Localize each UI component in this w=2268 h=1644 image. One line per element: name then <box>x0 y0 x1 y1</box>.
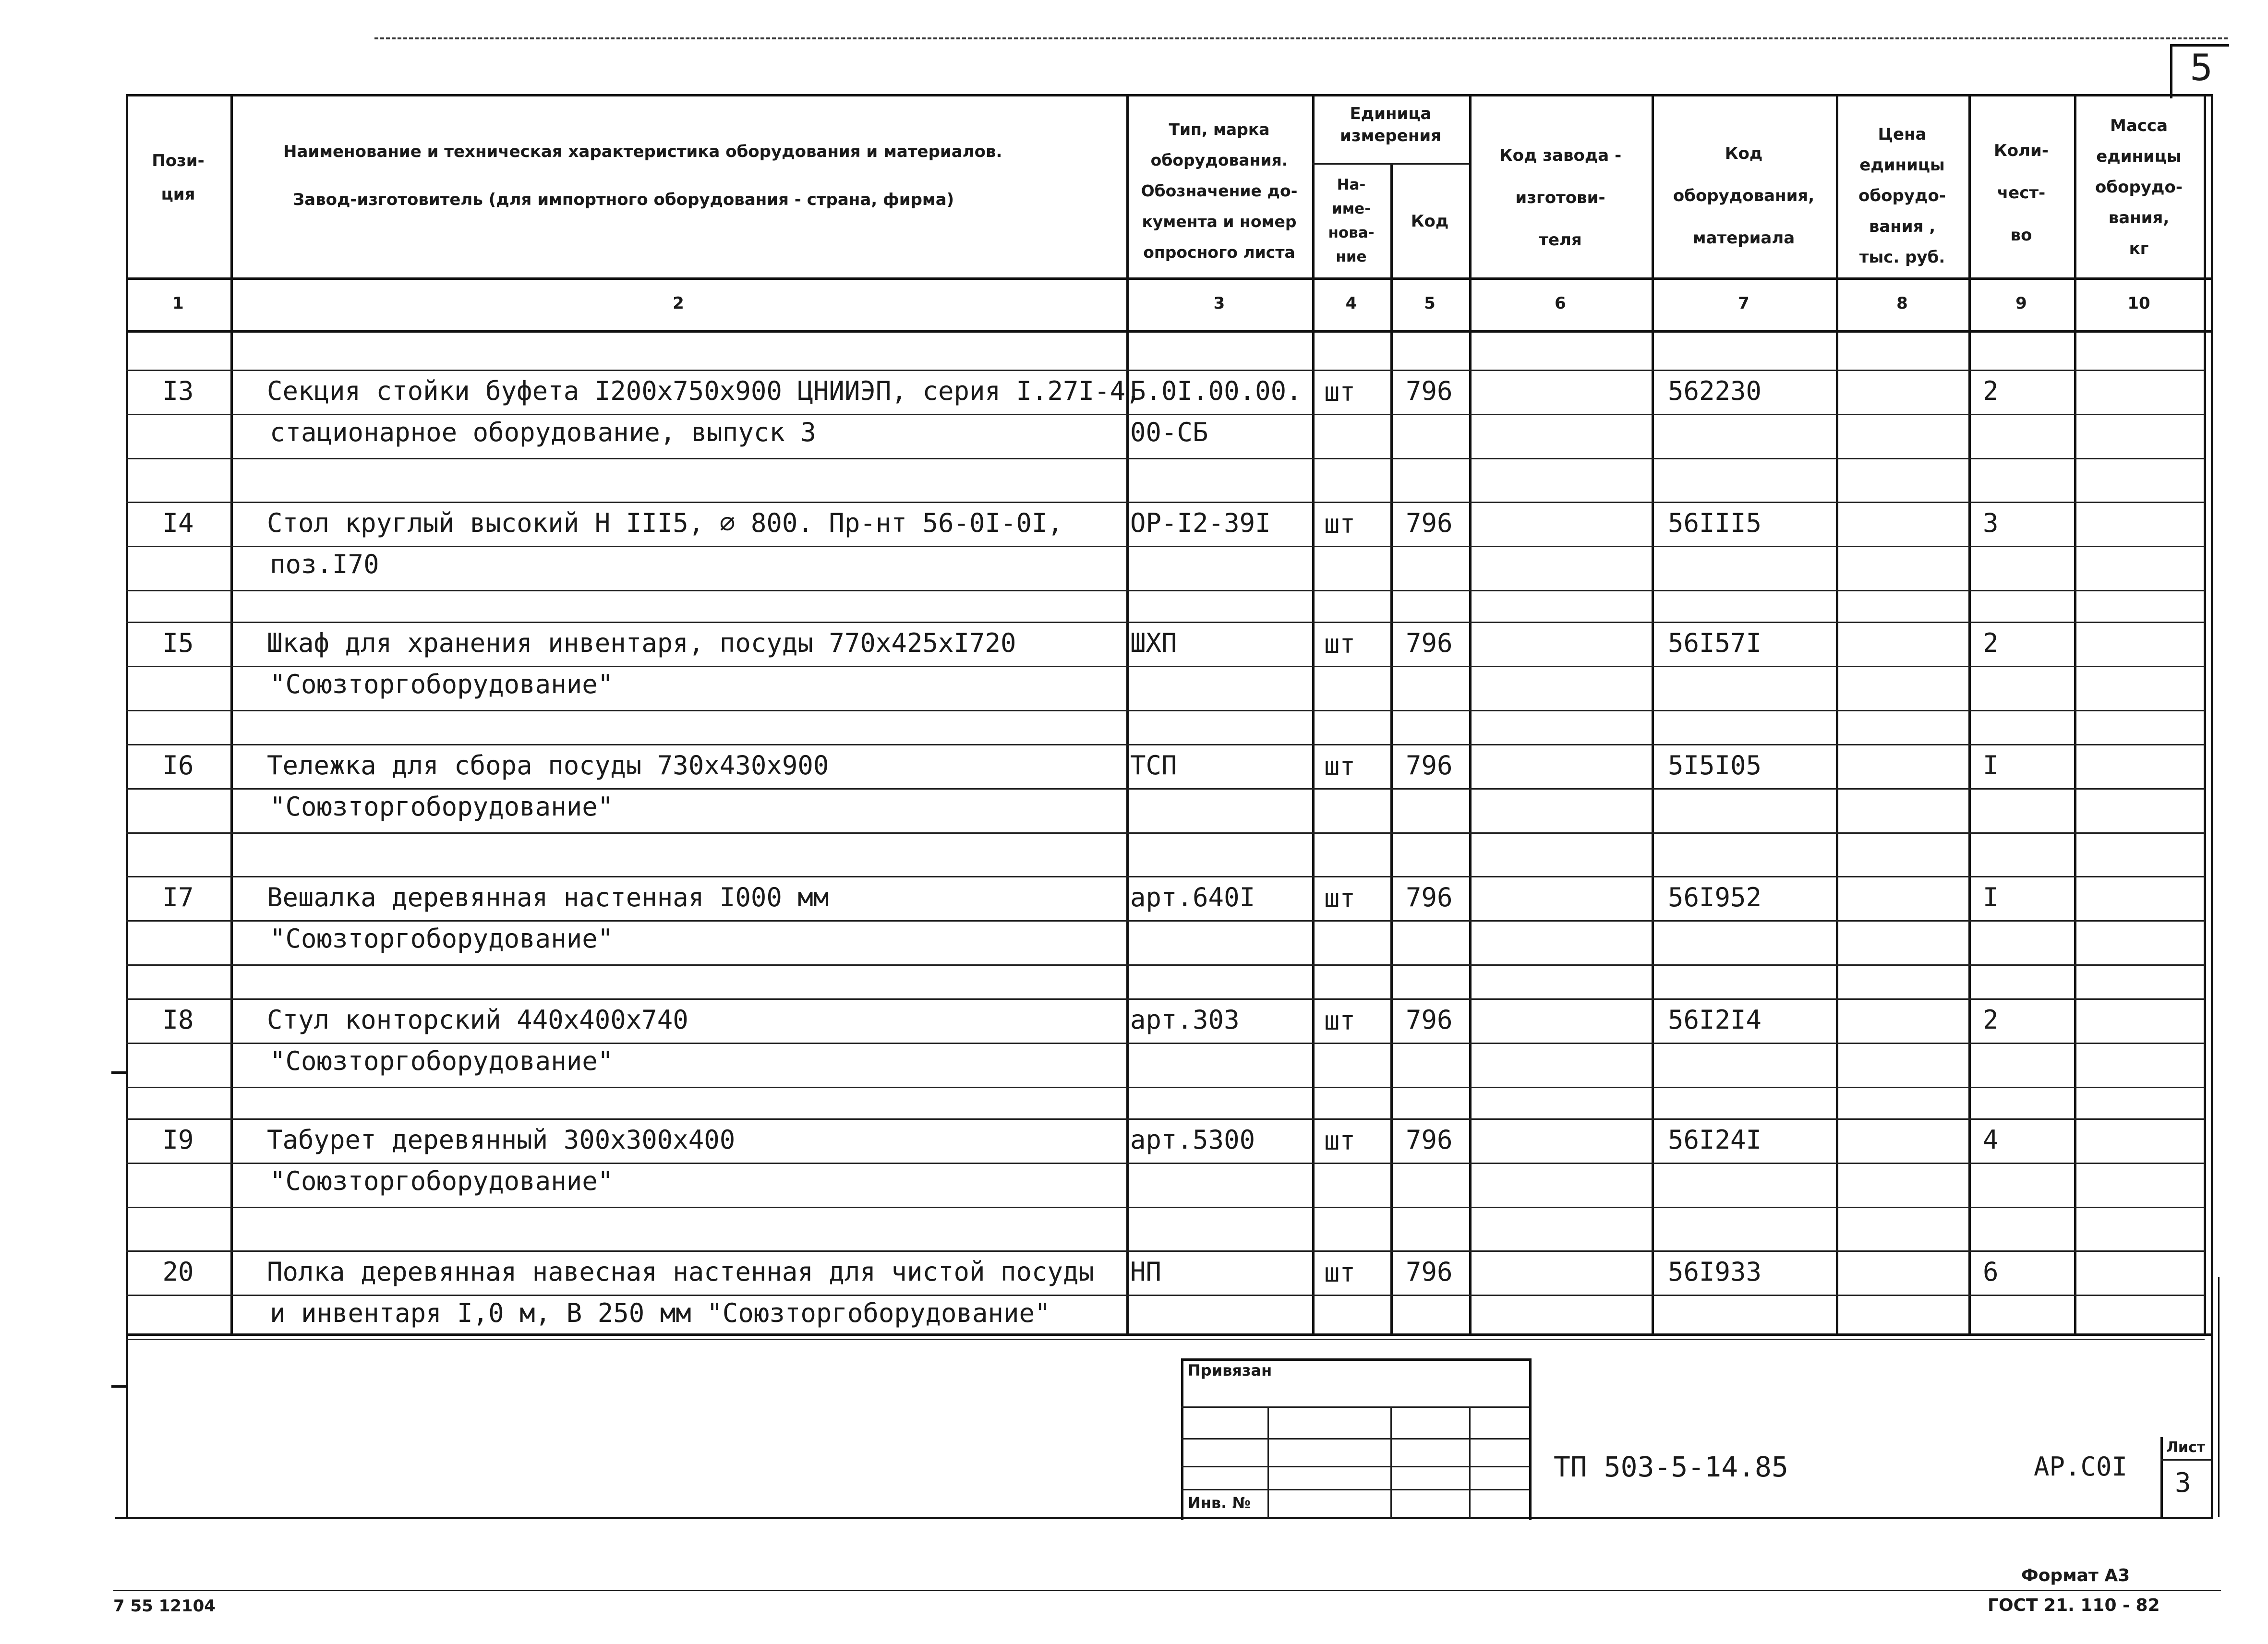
row-grid-line <box>126 1250 2205 1252</box>
row-name-line1: Табурет деревянный 300x300x400 <box>267 1125 736 1155</box>
footer-gost: ГОСТ 21. 110 - 82 <box>1988 1596 2160 1615</box>
row-grid-line <box>126 502 2205 503</box>
row-grid-line <box>126 1163 2205 1164</box>
row-position: 20 <box>162 1257 194 1287</box>
frame-right-border <box>2211 94 2213 1518</box>
table-bottom-border <box>126 1333 2212 1336</box>
colnum-6: 6 <box>1555 294 1566 313</box>
row-type: НП <box>1130 1257 1162 1287</box>
row-grid-line <box>126 1295 2205 1296</box>
margin-tick-1 <box>111 1071 127 1074</box>
row-grid-line <box>126 1043 2205 1044</box>
row-name-line2: "Союзторгоборудование" <box>270 1166 614 1196</box>
col-divider-2 <box>1126 94 1129 1334</box>
header-unit-name: На- име- нова- ние <box>1328 176 1375 265</box>
row-position: I6 <box>162 750 194 780</box>
row-grid-line <box>126 920 2205 922</box>
row-grid-line <box>126 788 2205 790</box>
stamp-inv-no: Инв. № <box>1188 1494 1251 1512</box>
row-grid-line <box>126 876 2205 877</box>
row-grid-line <box>126 832 2205 834</box>
row-name-line1: Полка деревянная навесная настенная для чистой посуды <box>267 1257 1095 1287</box>
header-name-line2: Завод-изготовитель (для импортного оборудования - страна, фирма) <box>293 190 954 209</box>
row-quantity: 2 <box>1983 376 1999 406</box>
row-unit: шт <box>1324 629 1356 659</box>
header-factory: Код завода - изготови- теля <box>1499 146 1622 250</box>
row-name-line1: Стол круглый высокий Н III5, ∅ 800. Пр-нт 56-0I-0I, <box>267 508 1063 538</box>
row-type: ОР-I2-39I <box>1130 508 1271 538</box>
row-grid-line <box>126 1339 2205 1340</box>
row-type: ТСП <box>1130 750 1177 780</box>
table-top-border <box>126 94 2212 96</box>
row-name-line1: Шкаф для хранения инвентаря, посуды 770x425xI720 <box>267 628 1016 658</box>
row-grid-line <box>126 414 2205 415</box>
row-unit-code: 796 <box>1406 882 1453 912</box>
row-name-line2: "Союзторгоборудование" <box>270 1046 614 1076</box>
row-unit-code: 796 <box>1406 1005 1453 1035</box>
colnum-8: 8 <box>1896 294 1908 313</box>
row-name-line2: и инвентаря I,0 м, В 250 мм "Союзторгоборудование" <box>270 1298 1050 1328</box>
col-divider-1 <box>230 94 233 1334</box>
margin-tick-2 <box>111 1385 127 1388</box>
header-qty: Коли- чест- во <box>1994 141 2049 245</box>
colnum-bottom-border <box>126 330 2212 333</box>
colnum-4: 4 <box>1345 294 1357 313</box>
unit-header-split <box>1312 163 1469 165</box>
row-equipment-code: 56I2I4 <box>1668 1005 1762 1035</box>
row-equipment-code: 56I933 <box>1668 1257 1762 1287</box>
sheet-code: АР.С0I <box>2034 1452 2128 1482</box>
row-position: I9 <box>162 1125 194 1155</box>
stamp-vline-2 <box>1390 1406 1392 1518</box>
stamp-vline-3 <box>1469 1406 1471 1518</box>
row-grid-line <box>126 666 2205 667</box>
row-type-line2: 00-СБ <box>1130 417 1208 447</box>
row-grid-line <box>126 1207 2205 1208</box>
row-type: арт.303 <box>1130 1005 1240 1035</box>
header-code: Код оборудования, материала <box>1673 144 1815 248</box>
row-name-line2: стационарное оборудование, выпуск 3 <box>270 417 816 447</box>
stamp-line-3 <box>1181 1466 1529 1467</box>
row-grid-line <box>126 998 2205 1000</box>
stamp-privyazan: Привязан <box>1188 1361 1272 1380</box>
row-unit: шт <box>1324 509 1356 539</box>
row-equipment-code: 562230 <box>1668 376 1762 406</box>
row-position: I3 <box>162 376 194 406</box>
col-divider-5 <box>1469 94 1472 1334</box>
right-margin-line <box>2218 1277 2220 1517</box>
row-name-line2: поз.I70 <box>270 549 379 579</box>
stamp-line-2 <box>1181 1438 1529 1440</box>
colnum-2: 2 <box>673 294 684 313</box>
row-quantity: 4 <box>1983 1125 1999 1155</box>
header-type: Тип, марка оборудования. Обозначение до- кумента и номер опросного листа <box>1141 120 1298 262</box>
col-divider-8 <box>1968 94 1971 1334</box>
col-divider-10 <box>2204 94 2206 1334</box>
row-unit: шт <box>1324 883 1356 913</box>
col-divider-6 <box>1652 94 1654 1334</box>
col-divider-3 <box>1312 94 1315 1334</box>
row-equipment-code: 5I5I05 <box>1668 750 1762 780</box>
stamp-vline-1 <box>1267 1406 1269 1518</box>
row-name-line1: Тележка для сбора посуды 730x430x900 <box>267 750 829 780</box>
row-quantity: 2 <box>1983 628 1999 658</box>
row-name-line1: Секция стойки буфета I200x750x900 ЦНИИЭП, серия I.27I-4, <box>267 376 1141 406</box>
row-type: ШХП <box>1130 628 1177 658</box>
row-quantity: 6 <box>1983 1257 1999 1287</box>
sheet-label: Лист <box>2166 1439 2206 1456</box>
row-unit: шт <box>1324 377 1356 407</box>
row-unit-code: 796 <box>1406 508 1453 538</box>
colnum-9: 9 <box>2015 294 2027 313</box>
stamp-line-4 <box>1181 1489 1529 1490</box>
row-quantity: I <box>1983 750 1999 780</box>
row-grid-line <box>126 1118 2205 1120</box>
row-grid-line <box>126 370 2205 371</box>
row-grid-line <box>126 744 2205 745</box>
colnum-1: 1 <box>172 294 184 313</box>
row-grid-line <box>126 622 2205 623</box>
row-type: арт.640I <box>1130 882 1255 912</box>
row-name-line1: Стул конторский 440x400x740 <box>267 1005 688 1035</box>
row-grid-line <box>126 590 2205 591</box>
row-name-line2: "Союзторгоборудование" <box>270 792 614 822</box>
stamp-line-1 <box>1181 1406 1529 1408</box>
header-name-line1: Наименование и техническая характеристика оборудования и материалов. <box>283 142 1002 161</box>
row-unit-code: 796 <box>1406 1125 1453 1155</box>
footer-line <box>113 1590 2221 1591</box>
row-grid-line <box>126 710 2205 711</box>
col-divider-4 <box>1390 163 1393 1334</box>
header-unit-code: Код <box>1411 212 1449 231</box>
sheet-number: 3 <box>2175 1467 2191 1499</box>
row-position: I8 <box>162 1005 194 1035</box>
row-unit: шт <box>1324 1258 1356 1288</box>
row-grid-line <box>126 964 2205 966</box>
colnum-3: 3 <box>1213 294 1225 313</box>
colnum-5: 5 <box>1424 294 1436 313</box>
row-name-line1: Вешалка деревянная настенная I000 мм <box>267 882 829 912</box>
row-equipment-code: 56I24I <box>1668 1125 1762 1155</box>
row-unit-code: 796 <box>1406 750 1453 780</box>
top-scan-line <box>374 37 2228 39</box>
doc-code: ТП 503-5-14.85 <box>1554 1451 1788 1483</box>
row-grid-line <box>126 1087 2205 1088</box>
header-price: Цена единицы оборудо- вания , тыс. руб. <box>1858 125 1946 267</box>
row-grid-line <box>126 546 2205 547</box>
row-position: I5 <box>162 628 194 658</box>
row-type: Б.0I.00.00. <box>1130 376 1302 406</box>
row-quantity: I <box>1983 882 1999 912</box>
row-unit-code: 796 <box>1406 376 1453 406</box>
colnum-7: 7 <box>1738 294 1749 313</box>
row-unit: шт <box>1324 751 1356 781</box>
row-position: I4 <box>162 508 194 538</box>
header-pos: Пози- ция <box>152 151 205 204</box>
col-divider-7 <box>1836 94 1838 1334</box>
row-equipment-code: 56I952 <box>1668 882 1762 912</box>
frame-bottom-border <box>115 1517 2213 1519</box>
row-quantity: 2 <box>1983 1005 1999 1035</box>
row-name-line2: "Союзторгоборудование" <box>270 924 614 954</box>
row-equipment-code: 56III5 <box>1668 508 1762 538</box>
row-name-line2: "Союзторгоборудование" <box>270 669 614 699</box>
footer-left-code: 7 55 12104 <box>113 1596 216 1616</box>
row-position: I7 <box>162 882 194 912</box>
footer-format: Формат А3 <box>2021 1566 2130 1585</box>
row-quantity: 3 <box>1983 508 1999 538</box>
row-unit: шт <box>1324 1126 1356 1156</box>
row-unit-code: 796 <box>1406 628 1453 658</box>
row-equipment-code: 56I57I <box>1668 628 1762 658</box>
header-bottom-border <box>126 277 2212 280</box>
row-unit: шт <box>1324 1006 1356 1036</box>
header-unit: Единица измерения <box>1340 104 1441 145</box>
row-type: арт.5300 <box>1130 1125 1255 1155</box>
row-grid-line <box>126 458 2205 459</box>
page-number: 5 <box>2189 46 2213 89</box>
header-mass: Масса единицы оборудо- вания, кг <box>2095 116 2183 258</box>
row-unit-code: 796 <box>1406 1257 1453 1287</box>
sheet-box-split <box>2160 1459 2211 1461</box>
colnum-10: 10 <box>2127 294 2150 313</box>
col-divider-9 <box>2074 94 2076 1334</box>
